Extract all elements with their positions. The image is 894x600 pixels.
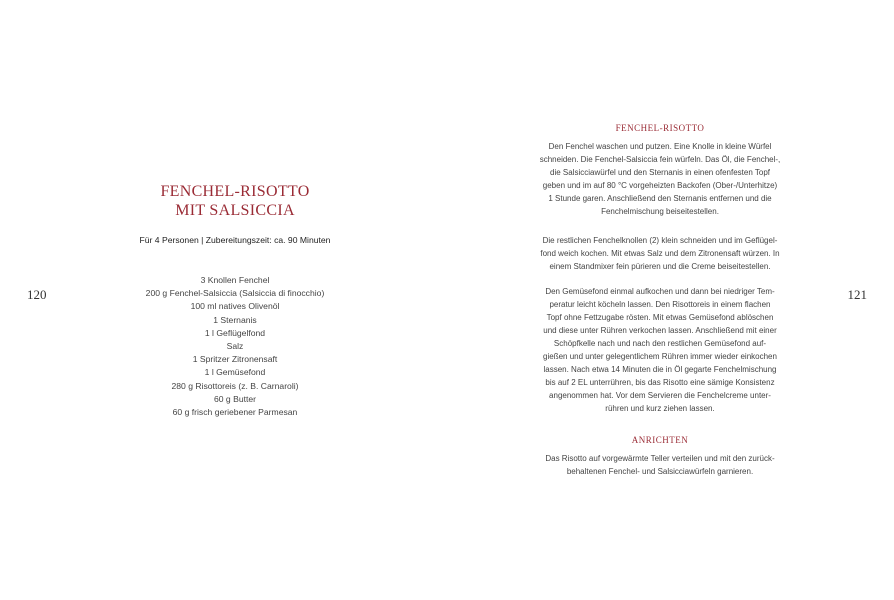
recipe-title-line-1: FENCHEL-RISOTTO <box>160 183 310 200</box>
ingredient-item: 280 g Risottoreis (z. B. Carnaroli) <box>171 380 299 391</box>
ingredient-item: 1 Spritzer Zitronensaft <box>192 354 278 365</box>
ingredient-item: 1 Sternanis <box>213 314 257 325</box>
recipe-title <box>120 182 350 220</box>
text-line: einem Standmixer fein pürieren und die Creme beiseitestellen. <box>549 262 771 271</box>
ingredient-item: 3 Knollen Fenchel <box>200 275 270 285</box>
recipe-title-line-2: MIT SALSICCIA <box>175 202 295 219</box>
text-line: Topf ohne Fettzugabe rösten. Mit etwas Gemüsefond ablöschen <box>546 313 774 322</box>
text-line: gießen und unter gelegentlichem Rühren immer wieder einkochen <box>543 352 777 361</box>
text-line: geben und im auf 80 °C vorgeheizten Backofen (Ober-/Unterhitze) <box>542 181 778 190</box>
text-line: die Salsicciawürfel und den Sternanis in einen ofenfesten Topf <box>550 168 770 177</box>
text-line: Das Risotto auf vorgewärmte Teller verteilen und mit den zurück- <box>545 454 775 463</box>
text-line: fond weich kochen. Mit etwas Salz und dem Zitronensaft würzen. In <box>540 249 780 258</box>
recipe-meta: Für 4 Personen | Zubereitungszeit: ca. 90 Minuten <box>139 235 331 245</box>
section-heading-anrichten: ANRICHTEN <box>631 435 689 445</box>
instruction-paragraph-3 <box>517 285 803 415</box>
text-line: Die restlichen Fenchelknollen (2) klein schneiden und im Geflügel- <box>542 236 778 245</box>
section-heading-risotto: FENCHEL-RISOTTO <box>615 123 705 133</box>
instruction-paragraph-1 <box>517 140 803 218</box>
text-line: schneiden. Die Fenchel-Salsiccia fein würfeln. Das Öl, die Fenchel-, <box>539 155 781 164</box>
ingredient-list <box>115 274 355 419</box>
text-line: 1 Stunde garen. Anschließend den Sternanis entfernen und die <box>548 194 772 203</box>
ingredient-item: Salz <box>226 341 244 352</box>
instruction-paragraph-2 <box>517 234 803 273</box>
text-line: behaltenen Fenchel- und Salsicciawürfeln garnieren. <box>566 467 754 476</box>
text-line: lassen. Nach etwa 14 Minuten die in Öl gegarte Fenchelmischung <box>543 365 777 374</box>
ingredient-item: 100 ml natives Olivenöl <box>190 301 280 312</box>
text-line: Fenchelmischung beiseitestellen. <box>601 207 719 216</box>
text-line: und diese unter Rühren verkochen lassen. Anschließend mit einer <box>543 326 777 335</box>
ingredient-item: 1 l Geflügelfond <box>204 327 266 338</box>
page-number-left: 120 <box>27 287 47 302</box>
ingredient-item: 60 g Butter <box>213 393 257 404</box>
right-page <box>447 0 894 600</box>
text-line: Schöpfkelle nach und nach den restlichen Gemüsefond auf- <box>553 339 767 348</box>
ingredient-item: 60 g frisch geriebener Parmesan <box>172 407 298 418</box>
page-number-right: 121 <box>847 287 867 302</box>
text-line: rühren und kurz ziehen lassen. <box>605 404 715 413</box>
text-line: peratur leicht köcheln lassen. Den Risottoreis in einem flachen <box>549 300 771 309</box>
text-line: Den Gemüsefond einmal aufkochen und dann bei niedriger Tem- <box>545 287 775 296</box>
text-line: Den Fenchel waschen und putzen. Eine Knolle in kleine Würfel <box>548 142 772 151</box>
text-line: angenommen hat. Vor dem Servieren die Fenchelcreme unter- <box>549 391 771 400</box>
ingredient-item: 1 l Gemüsefond <box>204 367 266 378</box>
ingredient-item: 200 g Fenchel-Salsiccia (Salsiccia di finocchio) <box>145 288 325 299</box>
instruction-paragraph-4 <box>517 452 803 478</box>
text-line: bis auf 2 EL unterrühren, bis das Risotto eine sämige Konsistenz <box>545 378 775 387</box>
